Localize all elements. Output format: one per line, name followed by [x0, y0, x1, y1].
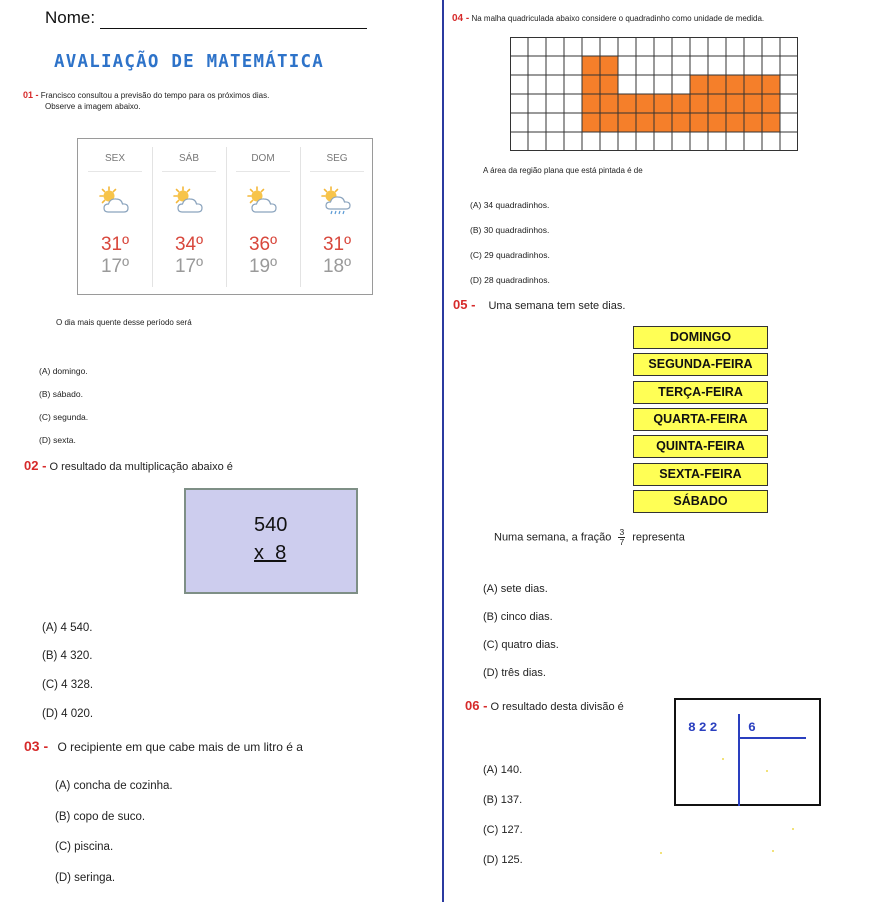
rain-sun-icon — [318, 185, 356, 217]
forecast-low-temp: 17º — [100, 256, 130, 277]
grid-filled-cell — [708, 113, 726, 132]
forecast-low-temp: 17º — [174, 256, 204, 277]
grid-filled-cell — [582, 75, 600, 94]
week-day-box: DOMINGO — [633, 326, 768, 349]
stray-mark — [792, 828, 794, 830]
grid-filled-cell — [618, 94, 636, 113]
grid-filled-cell — [690, 75, 708, 94]
q03-option-b[interactable]: (B) copo de suco. — [55, 811, 146, 823]
grid-filled-cell — [582, 94, 600, 113]
grid-filled-cell — [726, 75, 744, 94]
partly-cloudy-icon — [96, 185, 134, 217]
q05-option-a[interactable]: (A) sete dias. — [483, 583, 548, 595]
grid-filled-cell — [600, 75, 618, 94]
question-01-prompt: O dia mais quente desse período será — [56, 318, 192, 327]
grid-filled-cell — [654, 113, 672, 132]
grid-filled-cell — [690, 113, 708, 132]
grid-filled-cell — [726, 113, 744, 132]
forecast-day-1 — [152, 139, 226, 294]
forecast-separator — [152, 147, 153, 287]
question-01-text-1: Francisco consultou a previsão do tempo para os próximos dias. — [40, 91, 270, 100]
q02-option-b[interactable]: (B) 4 320. — [42, 650, 93, 662]
question-05-text: Uma semana tem sete dias. — [488, 300, 626, 312]
grid-filled-cell — [654, 94, 672, 113]
week-day-box: SEGUNDA-FEIRA — [633, 353, 768, 376]
partly-cloudy-icon — [244, 185, 282, 217]
question-03-text: O recipiente em que cabe mais de um litro é a — [57, 740, 303, 754]
question-04-number: 04 - — [452, 13, 470, 24]
forecast-day-label: SÁB — [178, 153, 199, 164]
forecast-day-underline — [88, 171, 142, 172]
fraction-text-after: representa — [632, 531, 685, 544]
question-04-prompt: A área da região plana que está pintada é de — [483, 166, 643, 175]
grid-filled-cell — [618, 113, 636, 132]
division-horizontal-bar — [738, 737, 806, 739]
q02-option-d[interactable]: (D) 4 020. — [42, 708, 94, 720]
fraction-denominator: 7 — [619, 537, 625, 547]
forecast-day-underline — [236, 171, 290, 172]
q01-option-a[interactable]: (A) domingo. — [39, 366, 88, 376]
square-grid — [510, 37, 798, 151]
forecast-high-temp: 31º — [322, 234, 352, 255]
week-day-box: QUINTA-FEIRA — [633, 435, 768, 458]
grid-filled-cell — [600, 113, 618, 132]
question-03 — [24, 738, 303, 754]
page-title: AVALIAÇÃO DE MATEMÁTICA — [54, 52, 324, 72]
question-02-text: O resultado da multiplicação abaixo é — [49, 461, 233, 473]
stray-mark — [722, 758, 724, 760]
forecast-high-temp: 36º — [248, 234, 278, 255]
question-03-number: 03 - — [24, 738, 49, 754]
question-05-prompt — [494, 528, 685, 547]
q05-option-c[interactable]: (C) quatro dias. — [483, 639, 559, 651]
grid-filled-cell — [762, 75, 780, 94]
stray-mark — [660, 852, 662, 854]
question-06 — [465, 698, 624, 713]
q04-option-a[interactable]: (A) 34 quadradinhos. — [470, 200, 550, 210]
grid-filled-cell — [762, 113, 780, 132]
multiplication-operand: 540 — [254, 514, 288, 536]
question-01 — [23, 90, 269, 112]
forecast-separator — [300, 147, 301, 287]
question-06-text: O resultado desta divisão é — [490, 701, 624, 713]
forecast-day-0 — [78, 139, 152, 294]
name-label: Nome: — [45, 8, 96, 27]
q02-option-a[interactable]: (A) 4 540. — [42, 622, 93, 634]
name-input-line[interactable] — [100, 28, 367, 29]
grid-filled-cell — [582, 56, 600, 75]
multiplication-box — [184, 488, 358, 594]
division-box — [674, 698, 821, 806]
q01-option-d[interactable]: (D) sexta. — [39, 435, 76, 445]
q06-option-c[interactable]: (C) 127. — [483, 824, 523, 836]
q06-option-b[interactable]: (B) 137. — [483, 794, 523, 806]
grid-filled-cell — [708, 75, 726, 94]
grid-filled-cell — [744, 113, 762, 132]
grid-filled-cell — [636, 94, 654, 113]
stray-mark — [772, 850, 774, 852]
weather-forecast-widget — [77, 138, 373, 295]
q04-option-c[interactable]: (C) 29 quadradinhos. — [470, 250, 550, 260]
question-01-number: 01 - — [23, 90, 39, 100]
grid-filled-cell — [672, 113, 690, 132]
grid-filled-cell — [672, 94, 690, 113]
partly-cloudy-icon — [170, 185, 208, 217]
forecast-high-temp: 31º — [100, 234, 130, 255]
division-dividend: 822 — [688, 720, 721, 735]
forecast-day-3 — [300, 139, 374, 294]
question-04-text: Na malha quadriculada abaixo considere o quadradinho como unidade de medida. — [471, 14, 765, 23]
q01-option-c[interactable]: (C) segunda. — [39, 412, 89, 422]
week-day-box: TERÇA-FEIRA — [633, 381, 768, 404]
q05-option-b[interactable]: (B) cinco dias. — [483, 611, 553, 623]
question-02 — [24, 458, 233, 473]
grid-filled-cell — [636, 113, 654, 132]
stray-mark — [766, 770, 768, 772]
question-01-text-2: Observe a imagem abaixo. — [45, 101, 141, 111]
grid-filled-cell — [600, 56, 618, 75]
question-05-number: 05 - — [453, 297, 476, 312]
question-04 — [452, 14, 764, 25]
grid-filled-cell — [600, 94, 618, 113]
grid-filled-cell — [690, 94, 708, 113]
grid-filled-cell — [582, 113, 600, 132]
column-divider — [442, 0, 444, 902]
forecast-day-label: DOM — [251, 153, 275, 164]
forecast-day-underline — [310, 171, 364, 172]
grid-filled-cell — [744, 94, 762, 113]
forecast-high-temp: 34º — [174, 234, 204, 255]
grid-filled-cell — [726, 94, 744, 113]
q03-option-c[interactable]: (C) piscina. — [55, 841, 114, 853]
question-05 — [453, 297, 625, 312]
grid-filled-cell — [762, 94, 780, 113]
week-day-box: QUARTA-FEIRA — [633, 408, 768, 431]
forecast-separator — [226, 147, 227, 287]
q06-option-a[interactable]: (A) 140. — [483, 764, 523, 776]
week-day-box: SÁBADO — [633, 490, 768, 513]
multiplication-multiplier: x 8 — [254, 542, 287, 564]
grid-filled-cell — [708, 94, 726, 113]
week-day-box: SEXTA-FEIRA — [633, 463, 768, 486]
forecast-day-2 — [226, 139, 300, 294]
division-vertical-bar — [738, 714, 740, 806]
q05-option-d[interactable]: (D) três dias. — [483, 667, 546, 679]
q06-option-d[interactable]: (D) 125. — [483, 854, 523, 866]
division-divisor: 6 — [748, 720, 756, 735]
question-06-number: 06 - — [465, 698, 488, 713]
q01-option-b[interactable]: (B) sábado. — [39, 389, 83, 399]
fraction-numerator: 3 — [619, 527, 625, 537]
q03-option-d[interactable]: (D) seringa. — [55, 872, 116, 884]
forecast-day-label: SEG — [326, 153, 348, 164]
fraction-text-before: Numa semana, a fração — [494, 531, 612, 544]
q02-option-c[interactable]: (C) 4 328. — [42, 679, 94, 691]
forecast-day-label: SEX — [104, 153, 125, 164]
question-02-number: 02 - — [24, 458, 47, 473]
forecast-low-temp: 18º — [322, 256, 352, 277]
q04-option-b[interactable]: (B) 30 quadradinhos. — [470, 225, 550, 235]
q04-option-d[interactable]: (D) 28 quadradinhos. — [470, 275, 550, 285]
forecast-day-underline — [162, 171, 216, 172]
forecast-low-temp: 19º — [248, 256, 278, 277]
fraction-three-sevenths — [618, 528, 625, 547]
grid-filled-cell — [744, 75, 762, 94]
q03-option-a[interactable]: (A) concha de cozinha. — [55, 780, 173, 792]
